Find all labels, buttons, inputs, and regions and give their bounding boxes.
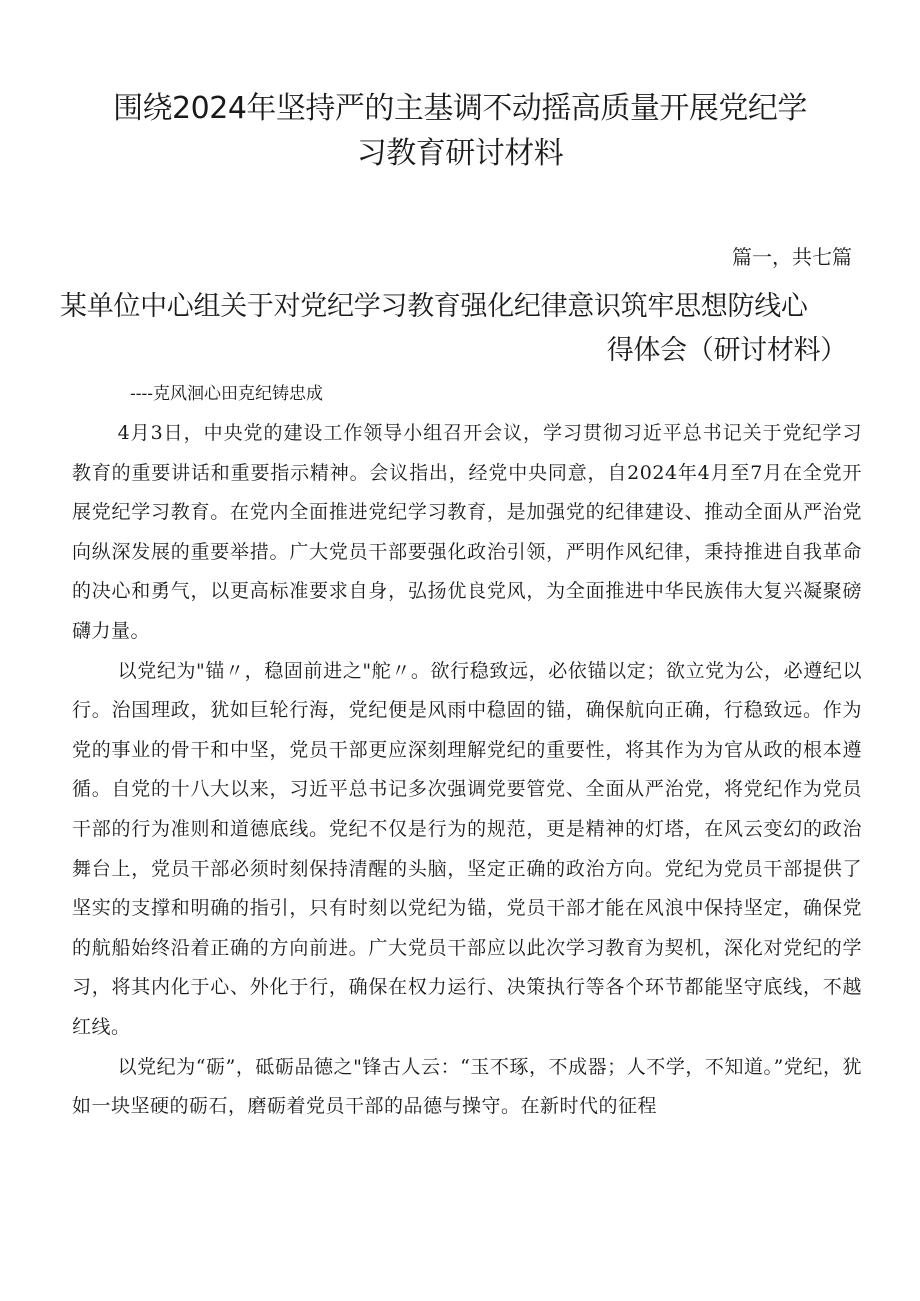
document-title: [70, 86, 850, 176]
paragraph: 4月3日，中央党的建设工作领导小组召开会议，学习贯彻习近平总书记关于党纪学习教育的重要讲话和重要指示精神。会议指出，经党中央同意，自2024年4月至7月在全党开展党纪学习教育。在党内全面推进党纪学习教育，是加强党的纪律建设、推动全面从严治党向纵深发展的重要举措。广大党员干部要强化政治引领，严明作风纪律，秉持推进自我革命的决心和勇气，以更高标准要求自身，弘扬优良党风，为全面推进中华民族伟大复兴凝聚磅礴力量。: [72, 422, 862, 642]
document-title-line-2: 习教育研讨材料: [356, 136, 564, 171]
byline: ----克风洄心田克纪铸忠成: [130, 384, 323, 404]
section-heading-line-2: 得体会（研讨材料）: [606, 335, 847, 366]
section-heading-line-1: 某单位中心组关于对党纪学习教育强化纪律意识筑牢思想防线心: [60, 291, 808, 322]
part-label: 篇一，共七篇: [732, 245, 852, 269]
paragraph: 以党纪为"锚〃，稳固前进之"舵〃。欲行稳致远，必依锚以定；欲立党为公，必遵纪以行。治国理政，犹如巨轮行海，党纪便是风雨中稳固的锚，确保航向正确，行稳致远。作为党的事业的骨干和中坚，党员干部更应深刻理解党纪的重要性，将其作为为官从政的根本遵循。自党的十八大以来，习近平总书记多次强调党要管党、全面从严治党，将党纪作为党员干部的行为准则和道德底线。党纪不仅是行为的规范，更是精神的灯塔，在风云变幻的政治舞台上，党员干部必须时刻保持清醒的头脑，坚定正确的政治方向。党纪为党员干部提供了坚实的支撑和明确的指引，只有时刻以党纪为锚，党员干部才能在风浪中保持坚定，确保党的航船始终沿着正确的方向前进。广大党员干部应以此次学习教育为契机，深化对党纪的学习，将其内化于心、外化于行，确保在权力运行、决策执行等各个环节都能坚守底线，不越红线。: [72, 659, 862, 1038]
paragraph: 以党纪为“砺”，砥砺品德之"锋古人云：“玉不琢，不成器；人不学，不知道。”党纪，犹如一块坚硬的砺石，磨砺着党员干部的品德与操守。在新时代的征程: [72, 1055, 862, 1118]
document-title-line-1: 围绕2024年坚持严的主基调不动摇高质量开展党纪学: [113, 91, 807, 126]
section-heading: [60, 285, 865, 373]
body-text: [72, 414, 862, 1127]
